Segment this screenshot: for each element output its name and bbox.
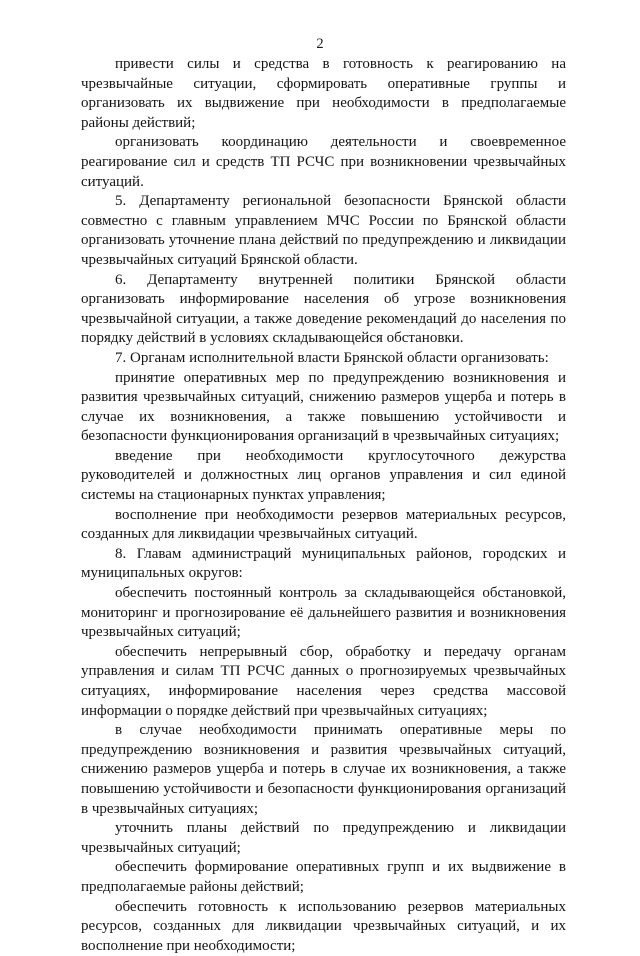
paragraph-3: 5. Департаменту региональной безопасности Брянской области совместно с главным управлением МЧС России по Брянской области организовать уточнение плана действий по предупреждению и ликвидации чрезвычайных ситуаций Брянской области. — [81, 193, 566, 268]
paragraph-10: обеспечить постоянный контроль за складывающейся обстановкой, мониторинг и прогнозирование её дальнейшего развития и возникновения чрезвычайных ситуаций; — [81, 585, 566, 641]
paragraph-6: принятие оперативных мер по предупреждению возникновения и развития чрезвычайных ситуаций, снижению размеров ущерба и потерь в случае их возникновения, а также повышению устойчивости и безопасности функционирования организаций в чрезвычайных ситуациях; — [81, 369, 566, 445]
document-body — [81, 55, 566, 956]
paragraph-8: восполнение при необходимости резервов материальных ресурсов, созданных для ликвидации чрезвычайных ситуаций. — [81, 506, 566, 543]
paragraph-14: обеспечить формирование оперативных групп и их выдвижение в предполагаемые районы действий; — [81, 859, 566, 895]
page-number: 2 — [316, 36, 324, 52]
paragraph-5: 7. Органам исполнительной власти Брянской области организовать: — [115, 349, 549, 366]
paragraph-4: 6. Департаменту внутренней политики Брянской области организовать информирование населения об угрозе возникновения чрезвычайной ситуации, а также доведение рекомендаций до населения по порядку действий в условиях складывающейся обстановки. — [81, 271, 566, 347]
paragraph-2: организовать координацию деятельности и своевременное реагирование сил и средств ТП РСЧС при возникновении чрезвычайных ситуаций. — [81, 134, 566, 190]
paragraph-11: обеспечить непрерывный сбор, обработку и передачу органам управления и силам ТП РСЧС данных о прогнозируемых чрезвычайных ситуациях, информирование населения через средства массовой информации о порядке действий при чрезвычайных ситуациях; — [81, 643, 566, 719]
paragraph-1: привести силы и средства в готовность к реагированию на чрезвычайные ситуации, сформировать оперативные группы и организовать их выдвижение при необходимости в предполагаемые районы действий; — [81, 56, 566, 131]
paragraph-9: 8. Главам администраций муниципальных районов, городских и муниципальных округов: — [81, 545, 566, 582]
paragraph-15: обеспечить готовность к использованию резервов материальных ресурсов, созданных для ликвидации чрезвычайных ситуаций, и их восполнение при необходимости; — [81, 898, 566, 954]
paragraph-7: введение при необходимости круглосуточного дежурства руководителей и должностных лиц органов управления и сил единой системы на стационарных пунктах управления; — [81, 447, 566, 504]
paragraph-12: в случае необходимости принимать оперативные меры по предупреждению возникновения и развития чрезвычайных ситуаций, снижению размеров ущерба и потерь в случае их возникновения, а также повышению устойчивости и безопасности функционирования организаций в чрезвычайных ситуациях; — [81, 722, 566, 817]
paragraph-13: уточнить планы действий по предупреждению и ликвидации чрезвычайных ситуаций; — [81, 820, 566, 856]
